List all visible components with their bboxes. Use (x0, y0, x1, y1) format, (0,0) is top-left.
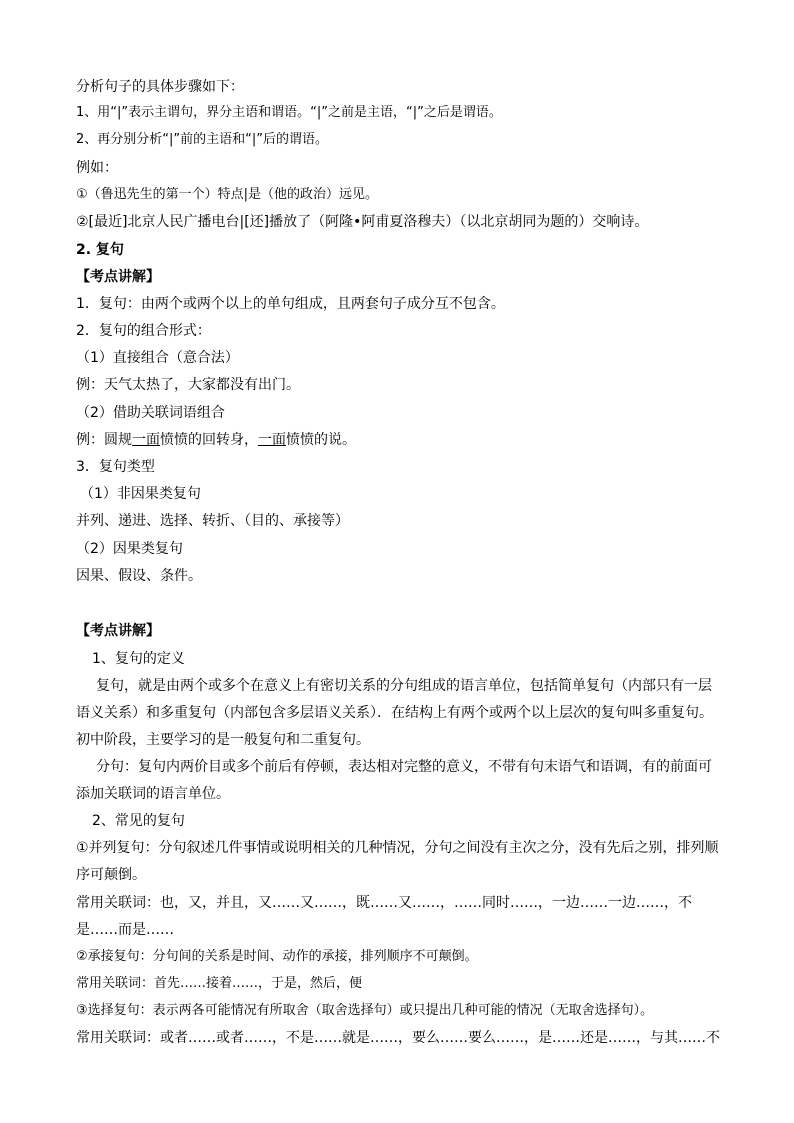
clause-paragraph-line: 添加关联词的语言单位。 (76, 786, 230, 802)
sentence-types-heading: 3．复句类型 (76, 459, 155, 475)
parallel-sentence-line: 序可颠倒。 (76, 867, 146, 883)
direct-combination: （1）直接组合（意合法） (76, 350, 239, 366)
definition-paragraph-line: 语义关系）和多重复句（内部包含多层语义关系）．在结构上有两个或两个以上层次的复句叫多重复句。 (76, 705, 713, 721)
complex-sentence-definition: 1．复句：由两个或两个以上的单句组成，且两套句子成分互不包含。 (76, 296, 505, 312)
example-part: 愤愤的回转身， (160, 432, 258, 448)
underlined-connective: 一面 (258, 432, 286, 448)
non-causal-type: （1）非因果类复句 (80, 486, 201, 502)
key-point-heading-2: 【考点讲解】 (76, 623, 160, 639)
underlined-connective: 一面 (132, 432, 160, 448)
alternative-sentence-line: ③选择复句：表示两各可能情况有所取舍（取舍选择句）或只提出几种可能的情况（无取舍选择句）。 (76, 1003, 654, 1018)
non-causal-list: 并列、递进、选择、转折、（目的、承接等） (76, 513, 349, 529)
key-point-heading: 【考点讲解】 (76, 269, 160, 285)
intro-line: 分析句子的具体步骤如下： (76, 79, 244, 95)
causal-list: 因果、假设、条件。 (76, 568, 202, 584)
example-part: 愤愤的说。 (286, 432, 356, 448)
example-part: 例：圆规 (76, 432, 132, 448)
common-types-heading: 2、常见的复句 (92, 813, 185, 829)
section-heading: 2. 复句 (76, 242, 124, 258)
parallel-connectives-line: 是……而是…… (76, 922, 174, 938)
combination-forms-heading: 2．复句的组合形式： (76, 323, 211, 339)
sequential-connectives-line: 常用关联词：首先……接着……，于是，然后，便 (76, 976, 363, 991)
definition-heading: 1、复句的定义 (92, 651, 185, 667)
alternative-connectives-line: 常用关联词：或者……或者……，不是……就是……，要么……要么……，是……还是……，与其……不 (76, 1030, 720, 1046)
parallel-sentence-line: ①并列复句：分句叙述几件事情或说明相关的几种情况，分句之间没有主次之分，没有先后之别，排列顺 (76, 840, 719, 856)
example-label: 例如： (76, 160, 118, 176)
step-2-line: 2、再分别分析“|”前的主语和“|”后的谓语。 (76, 132, 328, 147)
causal-type: （2）因果类复句 (76, 541, 183, 557)
direct-combination-example: 例：天气太热了，大家都没有出门。 (76, 377, 300, 393)
clause-paragraph-line: 分句：复句内两价目或多个前后有停顿，表达相对完整的意义，不带有句末语气和语调，有的前面可 (96, 759, 712, 775)
step-1-line: 1、用“|”表示主谓句，界分主语和谓语。“|”之前是主语，“|”之后是谓语。 (76, 105, 502, 120)
connective-combination: （2）借助关联词语组合 (76, 405, 225, 421)
definition-paragraph-line: 复句，就是由两个或多个在意义上有密切关系的分句组成的语言单位，包括简单复句（内部只有一层 (96, 678, 712, 694)
definition-paragraph-line: 初中阶段，主要学习的是一般复句和二重复句。 (76, 732, 370, 748)
example-1: ①（鲁迅先生的第一个）特点|是（他的政治）远见。 (76, 187, 379, 202)
connective-combination-example (76, 431, 722, 449)
example-2: ②[最近]北京人民广播电台|[还]播放了（阿隆•阿甫夏洛穆夫）（以北京胡同为题的）交响诗。 (76, 214, 649, 230)
parallel-connectives-line: 常用关联词：也，又，并且，又……又……，既……又……，……同时……，一边……一边……，不 (76, 895, 692, 911)
sequential-sentence-line: ②承接复句：分句间的关系是时间、动作的承接，排列顺序不可颠倒。 (76, 949, 478, 964)
